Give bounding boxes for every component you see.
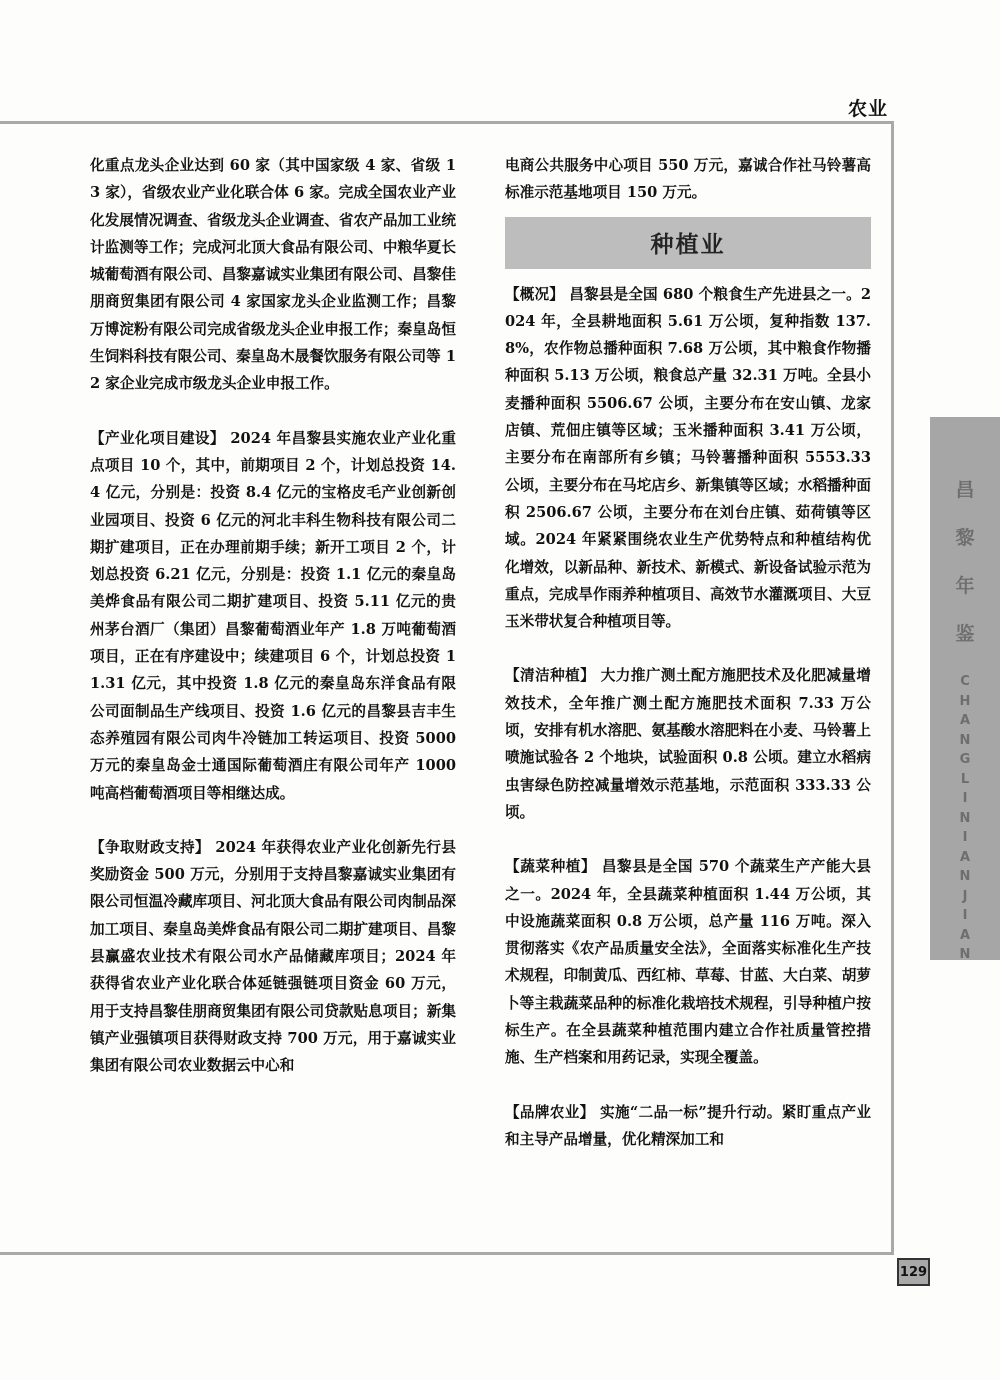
side-tab-letter: A	[959, 713, 971, 728]
section-body: 2024 年昌黎县实施农业产业化重点项目 10 个，其中，前期项目 2 个，计划总投资 14.4 亿元，分别是：投资 8.4 亿元的宝格皮毛产业创新创业园项目、投资 6 亿元的河北丰科生物科技有限公司二期扩建项目，正在办理前期手续；新开工项目 2 个，计划总投资 6.21 亿元，分别是：投资 1.1 亿元的秦皇岛美烨食品有限公司二期扩建项目、投资 5.11 亿元的贵州茅台酒厂（集团）昌黎葡萄酒业年产 1.8 万吨葡萄酒项目，正在有序建设中；续建项目 6 个，计划总投资 11.31 亿元，其中投资 1.8 亿元的秦皇岛东洋食品有限公司面制品生产线项目、投资 1.6 亿元的昌黎县吉丰生态养殖园有限公司肉牛冷链加工转运项目、投资 5000 万元的秦皇岛金士通国际葡萄酒庄有限公司年产 1000 吨高档葡萄酒项目等相继达成。	[90, 429, 456, 802]
side-tab-char: 昌	[955, 479, 975, 501]
paragraph-spacer	[90, 398, 456, 425]
yearbook-side-tab	[930, 417, 1000, 960]
continuation-paragraph: 电商公共服务中心项目 550 万元，嘉诚合作社马铃薯高标准示范基地项目 150 万元。	[505, 157, 871, 202]
side-tab-char: 黎	[955, 527, 975, 549]
section-fiscal-support	[90, 834, 456, 1080]
side-tab-letter: H	[959, 693, 971, 709]
section-industrialization-projects	[90, 425, 456, 807]
left-column	[90, 152, 456, 1080]
section-clean-planting	[505, 662, 871, 826]
side-tab-letter: N	[959, 947, 971, 962]
intro-paragraph: 化重点龙头企业达到 60 家（其中国家级 4 家、省级 13 家），省级农业产业化联合体 6 家。完成全国农业产业化发展情况调查、省级龙头企业调查、省农产品加工业统计监测等工作；完成河北顶大食品有限公司、中粮华夏长城葡萄酒有限公司、昌黎嘉诚实业集团有限公司、昌黎佳朋商贸集团有限公司 4 家国家龙头企业监测工作；昌黎万博淀粉有限公司完成省级龙头企业申报工作；秦皇岛恒生饲料科技有限公司、秦皇岛木晟餐饮服务有限公司等 12 家企业完成市级龙头企业申报工作。	[90, 157, 456, 393]
side-tab-letter: I	[962, 830, 968, 845]
section-heading-planting: 种植业	[505, 217, 871, 269]
section-body: 2024 年获得农业产业化创新先行县奖励资金 500 万元，分别用于支持昌黎嘉诚实业集团有限公司恒温冷藏库项目、河北顶大食品有限公司肉制品深加工项目、秦皇岛美烨食品有限公司二期扩建项目、昌黎县赢盛农业技术有限公司水产品储藏库项目；2024 年获得省农业产业化联合体延链强链项目资金 60 万元，用于支持昌黎佳朋商贸集团有限公司贷款贴息项目；新集镇产业强镇项目获得财政支持 700 万元，用于嘉诚实业集团有限公司农业数据云中心和	[90, 838, 456, 1075]
section-tag: 【产业化项目建设】	[90, 429, 225, 447]
side-tab-letter: A	[959, 849, 971, 865]
right-column	[505, 152, 871, 1153]
section-vegetable-planting	[505, 853, 871, 1071]
side-tab-letter: A	[959, 927, 971, 943]
side-tab-char: 鉴	[955, 623, 975, 645]
paragraph-spacer	[505, 635, 871, 662]
section-body: 昌黎县是全国 570 个蔬菜生产产能大县之一。2024 年，全县蔬菜种植面积 1.44 万公顷，其中设施蔬菜面积 0.8 万公顷，总产量 116 万吨。深入贯彻落实《农产品质量安全法》，全面落实标准化生产技术规程，印制黄瓜、西红柿、草莓、甘蓝、大白菜、胡萝卜等主栽蔬菜品种的标准化栽培技术规程，引导种植户按标生产。在全县蔬菜种植范围内建立合作社质量管控措施、生产档案和用药记录，实现全覆盖。	[505, 858, 871, 1067]
side-tab-letter: L	[960, 771, 970, 787]
section-body: 大力推广测土配方施肥技术及化肥减量增效技术，全年推广测土配方施肥技术面积 7.33 万公顷，安排有机水溶肥、氨基酸水溶肥料在小麦、马铃薯上喷施试验各 2 个地块，试验面积 0.8 公顷。建立水稻病虫害绿色防控减量增效示范基地，示范面积 333.33 公顷。	[505, 667, 871, 821]
running-header-section-label: 农业	[848, 98, 889, 120]
side-tab-letter: G	[959, 752, 971, 767]
side-tab-letter: I	[962, 908, 968, 923]
section-tag: 【蔬菜种植】	[505, 858, 597, 876]
side-tab-letter: N	[959, 810, 971, 826]
side-tab-letter: I	[962, 791, 968, 806]
paragraph-spacer	[90, 807, 456, 834]
section-brand-agriculture	[505, 1099, 871, 1154]
section-tag: 【概况】	[505, 285, 564, 303]
section-overview	[505, 281, 871, 636]
paragraph-spacer	[505, 826, 871, 853]
side-tab-letter: C	[960, 674, 970, 689]
section-body: 实施“二品一标”提升行动。紧盯重点产业和主导产品增量，优化精深加工和	[505, 1103, 871, 1148]
page-number-box: 129	[897, 1258, 930, 1286]
section-tag: 【品牌农业】	[505, 1103, 595, 1121]
section-tag: 【清洁种植】	[505, 667, 596, 685]
side-tab-letter: N	[959, 732, 971, 748]
section-body: 昌黎县是全国 680 个粮食生产先进县之一。2024 年，全县耕地面积 5.61 万公顷，复种指数 137.8%，农作物总播种面积 7.68 万公顷，其中粮食作物播种面积 5.13 万公顷，粮食总产量 32.31 万吨。全县小麦播种面积 5506.67 公顷，主要分布在安山镇、龙家店镇、荒佃庄镇等区域；玉米播种面积 3.41 万公顷，主要分布在南部所有乡镇；马铃薯播种面积 5553.33 公顷，主要分布在马坨店乡、新集镇等区域；水稻播种面积 2506.67 公顷，主要分布在刘台庄镇、茹荷镇等区域。2024 年紧紧围绕农业生产优势特点和种植结构优化增效，以新品种、新技术、新模式、新设备试验示范为重点，完成旱作雨养种植项目、高效节水灌溉项目、大豆玉米带状复合种植项目等。	[505, 285, 871, 631]
side-tab-letter: N	[959, 869, 971, 884]
side-tab-english-title	[930, 672, 1000, 965]
side-tab-letter: J	[962, 888, 968, 904]
paragraph-spacer	[505, 1072, 871, 1099]
section-tag: 【争取财政支持】	[90, 838, 210, 856]
side-tab-char: 年	[955, 575, 975, 597]
